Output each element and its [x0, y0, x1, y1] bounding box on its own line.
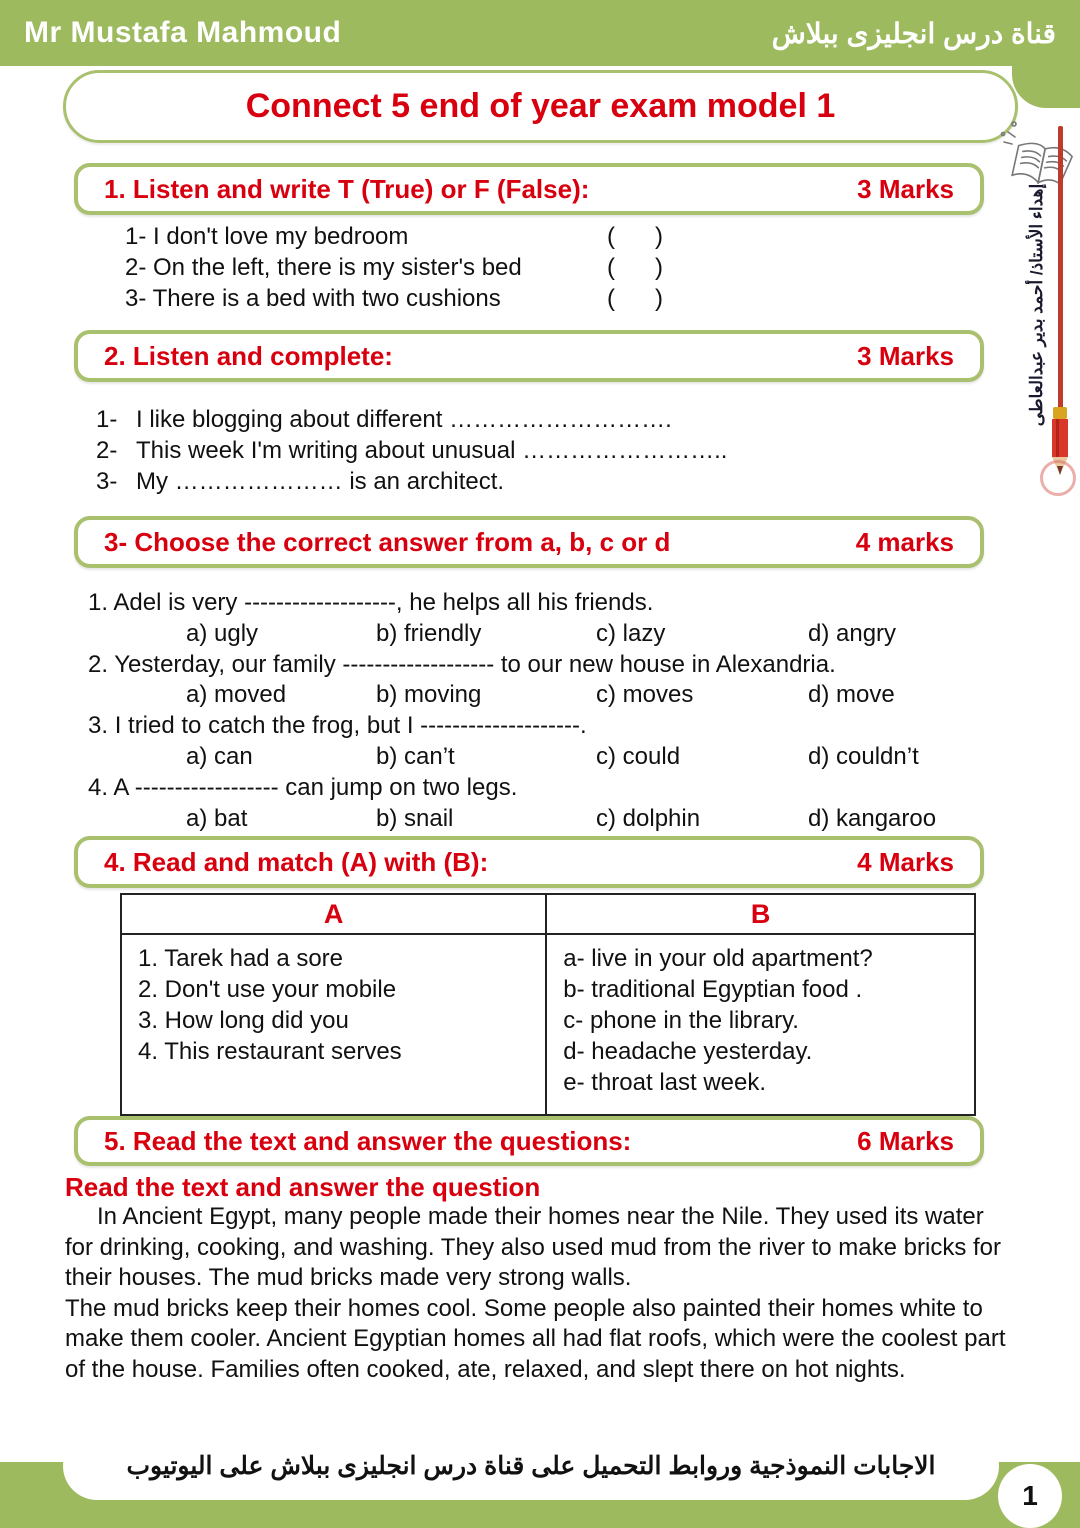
pencil-swirl-decoration: [1040, 460, 1076, 496]
section-4-header: [74, 836, 984, 888]
footer-note-box: [63, 1432, 999, 1500]
exam-title: Connect 5 end of year exam model 1: [245, 87, 836, 125]
reading-passage: [65, 1202, 1009, 1386]
item-number: 3-: [96, 468, 118, 495]
section-5-marks: 6 Marks: [857, 1125, 954, 1156]
item-text: My ………………… is an architect.: [136, 468, 505, 495]
match-item-b: b- traditional Egyptian food .: [563, 976, 863, 1003]
answer-parentheses: ( ): [607, 223, 663, 250]
item-number: 2-: [96, 437, 118, 464]
section-1-title: 1. Listen and write T (True) or F (False):: [104, 173, 590, 204]
section-3-title: 3- Choose the correct answer from a, b, c or d: [104, 526, 671, 557]
item-number: 1-: [96, 406, 118, 433]
option-a: a) ugly: [186, 619, 259, 647]
item-text: There is a bed with two cushions: [152, 285, 501, 312]
match-item-a: 3. How long did you: [138, 1007, 349, 1034]
list-item: [96, 435, 727, 466]
table-header-a: A: [121, 894, 546, 934]
list-item: [125, 221, 663, 252]
section-4-title: 4. Read and match (A) with (B):: [104, 846, 489, 877]
page-number-badge: [998, 1464, 1062, 1528]
item-number: 3-: [125, 285, 147, 312]
option-c: c) lazy: [596, 619, 666, 647]
question-text: A ------------------ can jump on two legs.: [113, 773, 518, 801]
item-text: I like blogging about different ……………………….: [136, 406, 672, 433]
answer-parentheses: ( ): [607, 285, 663, 312]
item-number: 1-: [125, 223, 147, 250]
option-d: d) kangaroo: [808, 804, 937, 832]
option-c: c) could: [596, 742, 681, 770]
match-item-b: e- throat last week.: [563, 1069, 767, 1096]
match-item-b: a- live in your old apartment?: [563, 945, 873, 972]
option-b: b) friendly: [376, 619, 482, 647]
section-3-questions: [88, 588, 983, 834]
section-5-title: 5. Read the text and answer the questions:: [104, 1125, 632, 1156]
reading-subtitle: Read the text and answer the question: [65, 1172, 541, 1202]
item-number: 2-: [125, 254, 147, 281]
option-b: b) moving: [376, 681, 482, 709]
passage-paragraph: The mud bricks keep their homes cool. Some people also painted their homes white to make them cooler. Ancient Egyptian homes all had flat roofs, which were the coolest part of the house. Families often cooked, ate, relaxed, and slept there on hot nights.: [65, 1294, 1006, 1383]
item-text: On the left, there is my sister's bed: [153, 254, 522, 281]
footer-note-arabic: الاجابات النموذجية وروابط التحميل على قناة درس انجليزى ببلاش على اليوتيوب: [126, 1452, 936, 1480]
pencil-line-decoration: [1058, 126, 1063, 424]
table-header-b: B: [546, 894, 975, 934]
option-a: a) moved: [186, 681, 287, 709]
answer-parentheses: ( ): [607, 254, 663, 281]
teacher-name: Mr Mustafa Mahmoud: [24, 16, 342, 49]
options-row: [88, 742, 983, 773]
passage-paragraph: In Ancient Egypt, many people made their homes near the Nile. They used its water for drinking, cooking, and washing. They also used mud from the river to make bricks for their houses. The mud bricks made very strong walls.: [65, 1203, 1001, 1292]
match-table: [120, 893, 976, 1116]
header-band: [0, 0, 1080, 66]
section-1-marks: 3 Marks: [857, 173, 954, 204]
option-d: d) couldn’t: [808, 742, 919, 770]
section-3-marks: 4 marks: [855, 526, 954, 557]
list-item: [96, 404, 727, 435]
match-item-a: 1. Tarek had a sore: [138, 945, 344, 972]
section-3-header: [74, 516, 984, 568]
exam-title-box: [63, 70, 1018, 143]
list-item: [96, 466, 727, 497]
option-d: d) move: [808, 681, 895, 709]
options-row: [88, 680, 983, 711]
table-row: [121, 934, 975, 1115]
item-text: This week I'm writing about unusual ……………………..: [136, 437, 728, 464]
option-b: b) snail: [376, 804, 454, 832]
list-item: [125, 252, 663, 283]
section-5-header: [74, 1116, 984, 1166]
dedication-text-arabic: إهداء الأستاذ/ أحمد بدير عبدالعاطى: [1027, 183, 1046, 427]
option-d: d) angry: [808, 619, 897, 647]
item-text: I don't love my bedroom: [153, 223, 409, 250]
section-4-marks: 4 Marks: [857, 846, 954, 877]
column-b-cell: [546, 934, 975, 1115]
question-text: Adel is very -------------------, he helps all his friends.: [113, 589, 654, 616]
section-2-items: [96, 404, 727, 497]
option-a: a) can: [186, 742, 253, 770]
section-1-header: [74, 163, 984, 215]
question-text: Yesterday, our family ------------------- to our new house in Alexandria.: [114, 650, 836, 678]
question-line: [88, 588, 983, 619]
column-a-cell: [121, 934, 546, 1115]
table-header-row: [121, 894, 975, 934]
match-item-a: 4. This restaurant serves: [138, 1038, 402, 1065]
question-number: 3.: [88, 712, 109, 740]
list-item: [125, 283, 663, 314]
options-row: [88, 804, 983, 835]
match-item-b: c- phone in the library.: [563, 1007, 799, 1034]
channel-name-arabic: قناة درس انجليزى ببلاش: [771, 17, 1056, 49]
option-c: c) moves: [596, 681, 694, 709]
section-2-title: 2. Listen and complete:: [104, 340, 393, 371]
green-corner-decoration: [1012, 64, 1080, 108]
question-number: 2.: [88, 650, 109, 678]
match-item-a: 2. Don't use your mobile: [138, 976, 397, 1003]
question-line: [88, 711, 983, 742]
question-number: 4.: [88, 773, 109, 801]
section-2-marks: 3 Marks: [857, 340, 954, 371]
option-a: a) bat: [186, 804, 248, 832]
question-number: 1.: [88, 589, 109, 616]
option-c: c) dolphin: [596, 804, 701, 832]
section-1-items: [125, 221, 663, 314]
match-item-b: d- headache yesterday.: [563, 1038, 813, 1065]
page-number: 1: [1022, 1480, 1038, 1511]
question-line: [88, 773, 983, 804]
question-text: I tried to catch the frog, but I --------------------.: [114, 712, 587, 740]
options-row: [88, 619, 983, 650]
question-line: [88, 650, 983, 681]
section-2-header: [74, 330, 984, 382]
option-b: b) can’t: [376, 742, 455, 770]
